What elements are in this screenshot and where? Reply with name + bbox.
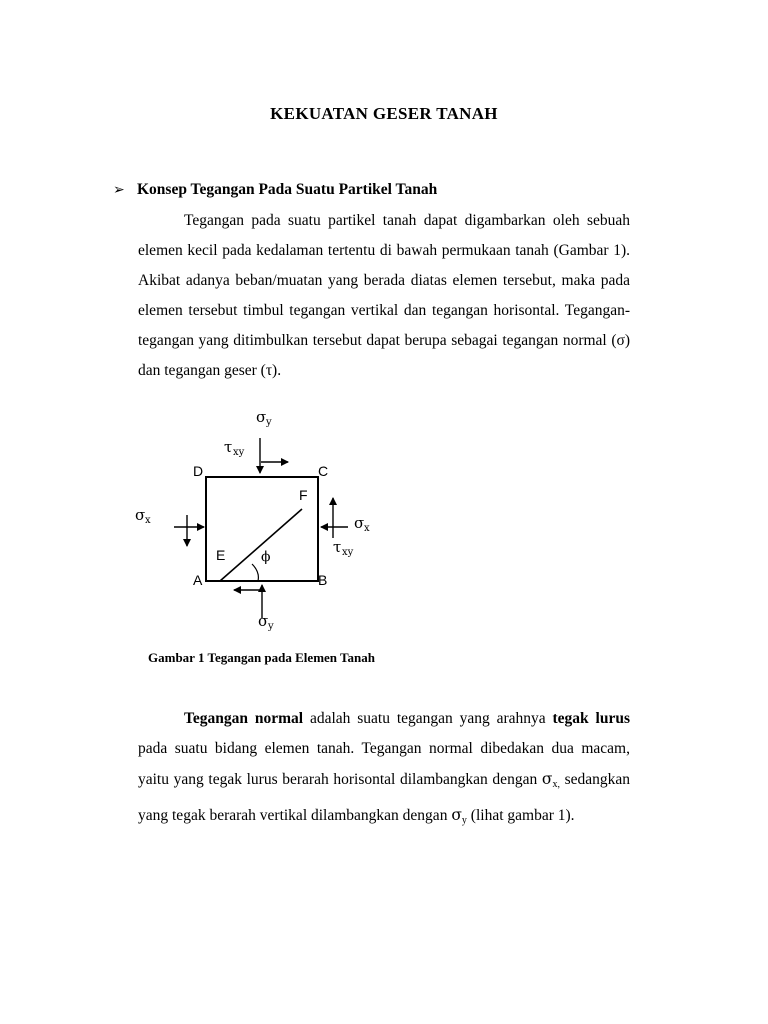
diagonal-plane [220,509,302,581]
paragraph-stress-concept [138,206,630,386]
term-tegangan-normal: Tegangan normal [184,710,304,727]
sigma-x-inline-sub: x, [552,779,560,790]
sigma-y-inline-sub: y [461,815,467,826]
paragraph1-text: Tegangan pada suatu partikel tanah dapat digambarkan oleh sebuah elemen kecil pada kedalaman tertentu di bawah permukaan tanah (Gambar 1). Akibat adanya beban/muatan yang berada diatas elemen tersebut, maka pada elemen tersebut timbul tegangan vertikal dan tegangan horisontal. Tegangan-tegangan yang ditimbulkan tersebut dapat berupa sebagai tegangan normal (σ) dan tegangan geser (τ). [138,212,630,379]
corner-label-b: B [318,572,328,588]
sigma-y-top-label: σ [256,408,267,426]
angle-arc [252,564,258,581]
tau-xy-right-sub: xy [342,547,354,558]
paragraph2-text2: pada suatu bidang elemen tanah. Tegangan normal dibedakan dua macam, yaitu yang tegak lurus berarah horisontal dilambangkan dengan [138,740,630,788]
point-label-e: E [216,547,226,563]
tau-xy-top-label: τ [224,438,233,456]
tau-xy-top-sub: xy [233,447,245,458]
sigma-y-bottom-label: σ [258,612,269,630]
page-title: KEKUATAN GESER TANAH [270,104,498,123]
corner-label-c: C [318,463,329,479]
figure-caption: Gambar 1 Tegangan pada Elemen Tanah [148,650,375,665]
term-tegak-lurus: tegak lurus [552,710,630,727]
sigma-x-left-sub: x [145,515,151,526]
corner-label-a: A [193,572,203,588]
tau-xy-right-label: τ [333,538,342,556]
sigma-y-inline: σ [451,806,462,824]
sigma-x-right-label: σ [354,514,365,532]
section-heading-text: Konsep Tegangan Pada Suatu Partikel Tanah [137,181,438,198]
section-heading [113,181,437,199]
sigma-y-top-sub: y [266,417,272,428]
paragraph2-text1: adalah suatu tegangan yang arahnya [303,710,553,727]
bullet-arrow-icon: ➢ [113,182,125,198]
paragraph2-text3: sedangkan yang tegak berarah vertikal dilambangkan dengan [138,771,630,824]
sigma-x-inline: σ [541,770,553,788]
paragraph-normal-stress [138,704,630,836]
stress-element-diagram [120,400,400,640]
sigma-x-right-sub: x [364,523,370,534]
paragraph2-text4: (lihat gambar 1). [466,807,575,824]
sigma-y-bottom-sub: y [268,621,274,632]
phi-symbol: ϕ [261,549,271,565]
sigma-x-left-label: σ [135,506,146,524]
point-label-f: F [299,487,308,503]
corner-label-d: D [193,463,204,479]
